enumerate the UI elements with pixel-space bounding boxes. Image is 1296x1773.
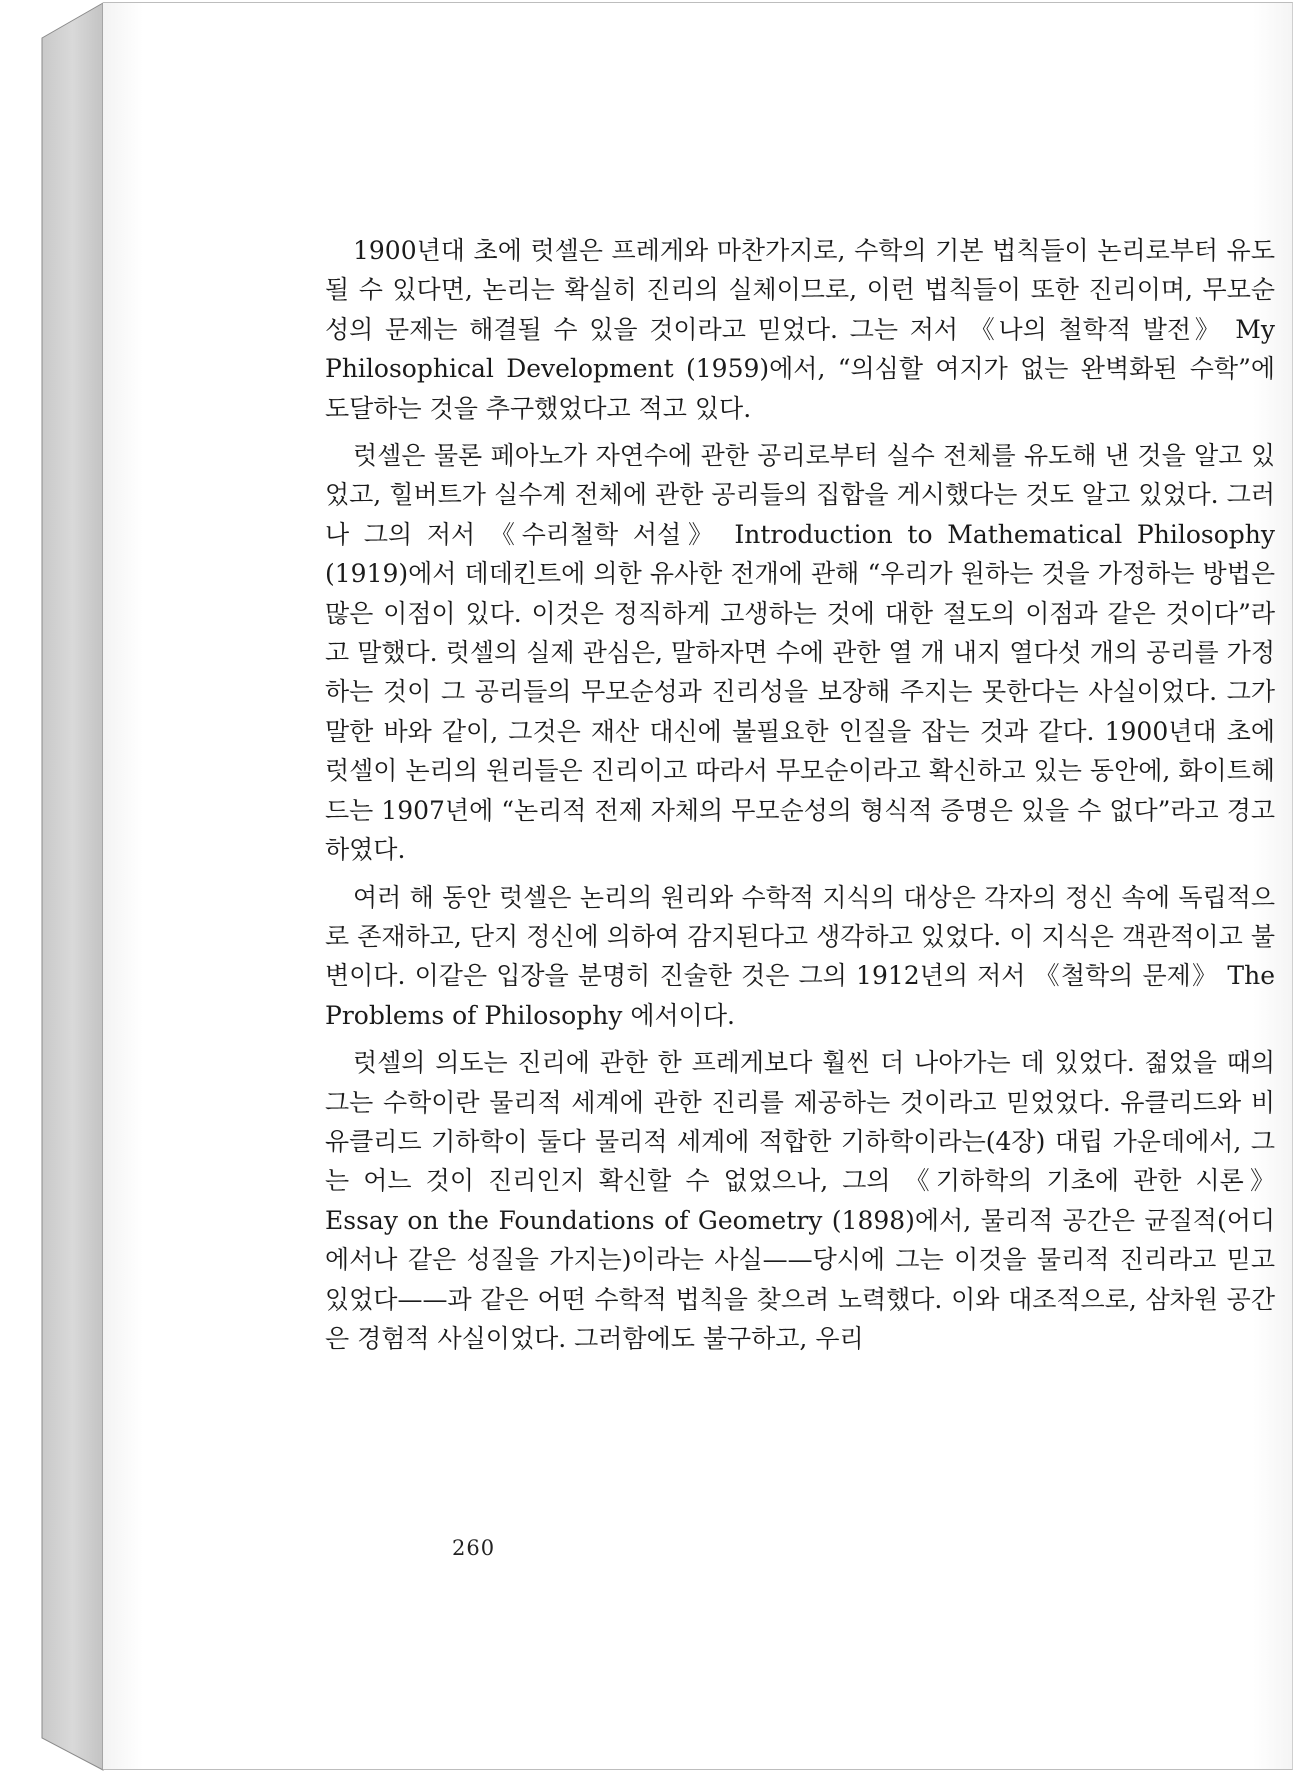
paragraph-3: 여러 해 동안 럿셀은 논리의 원리와 수학적 지식의 대상은 각자의 정신 속에 독립적으로 존재하고, 단지 정신에 의하여 감지된다고 생각하고 있었다. 이 지식은 객관적이고 불변이다. 이같은 입장을 분명히 진술한 것은 그의 1912년의 저서 《철학의 문제》 The Problems of Philosophy 에서이다. (325, 882, 1275, 1030)
page-number: 260 (452, 1536, 496, 1560)
body-text (325, 231, 1275, 1358)
paragraph-1: 1900년대 초에 럿셀은 프레게와 마찬가지로, 수학의 기본 법칙들이 논리로부터 유도될 수 있다면, 논리는 확실히 진리의 실체이므로, 이런 법칙들이 또한 진리이며, 무모순성의 문제는 해결될 수 있을 것이라고 믿었다. 그는 저서 《나의 철학적 발전》 My Philosophical Development (1959)에서, “의심할 여지가 없는 완벽화된 수학”에 도달하는 것을 추구했었다고 적고 있다. (325, 236, 1275, 423)
book-page (103, 2, 1293, 1770)
paragraph-2: 럿셀은 물론 페아노가 자연수에 관한 공리로부터 실수 전체를 유도해 낸 것을 알고 있었고, 힐버트가 실수계 전체에 관한 공리들의 집합을 게시했다는 것도 알고 있었다. 그러나 그의 저서 《수리철학 서설》 Introduction to Mathematical Philosophy (1919)에서 데데킨트에 의한 유사한 전개에 관해 “우리가 원하는 것을 가정하는 방법은 많은 이점이 있다. 이것은 정직하게 고생하는 것에 대한 절도의 이점과 같은 것이다”라고 말했다. 럿셀의 실제 관심은, 말하자면 수에 관한 열 개 내지 열다섯 개의 공리를 가정하는 것이 그 공리들의 무모순성과 진리성을 보장해 주지는 못한다는 사실이었다. 그가 말한 바와 같이, 그것은 재산 대신에 불필요한 인질을 잡는 것과 같다. 1900년대 초에 럿셀이 논리의 원리들은 진리이고 따라서 무모순이라고 확신하고 있는 동안에, 화이트헤드는 1907년에 “논리적 전제 자체의 무모순성의 형식적 증명은 있을 수 없다”라고 경고하였다. (325, 441, 1275, 865)
paragraph-4: 럿셀의 의도는 진리에 관한 한 프레게보다 훨씬 더 나아가는 데 있었다. 젊었을 때의 그는 수학이란 물리적 세계에 관한 진리를 제공하는 것이라고 믿었었다. 유클리드와 비유클리드 기하학이 둘다 물리적 세계에 적합한 기하학이라는(4장) 대립 가운데에서, 그는 어느 것이 진리인지 확신할 수 없었으나, 그의 《기하학의 기초에 관한 시론》 Essay on the Foundations of Geometry (1898)에서, 물리적 공간은 균질적(어디에서나 같은 성질을 가지는)이라는 사실——당시에 그는 이것을 물리적 진리라고 믿고 있었다——과 같은 어떤 수학적 법칙을 찾으려 노력했다. 이와 대조적으로, 삼차원 공간은 경험적 사실이었다. 그러함에도 불구하고, 우리 (325, 1048, 1275, 1353)
